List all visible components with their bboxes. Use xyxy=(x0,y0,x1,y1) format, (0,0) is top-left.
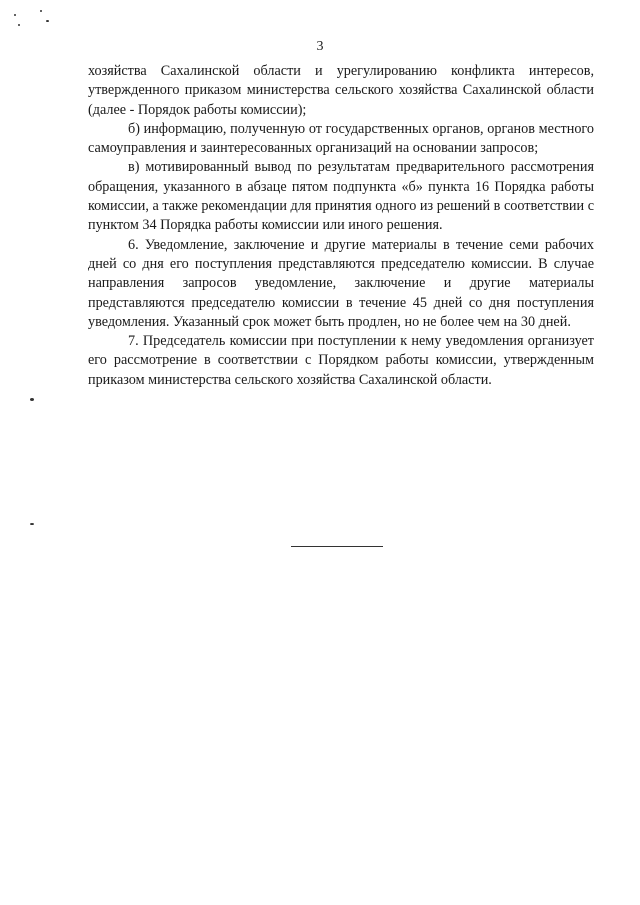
scan-speck xyxy=(46,20,49,22)
paragraph-item-v: в) мотивированный вывод по результатам предварительного рассмотрения обращения, указанного в абзаце пятом подпункта «б» пункта 16 Порядка работы комиссии, а также рекомендации для принятия одного из решений в соответствии с пунктом 34 Порядка работы комиссии или иного решения. xyxy=(88,159,594,234)
scan-speck xyxy=(30,398,34,401)
paragraph-point-7: 7. Председатель комиссии при поступлении к нему уведомления организует его рассмотрение в соответствии с Порядком работы комиссии, утвержденным приказом министерства сельского хозяйства Сахалинской области. xyxy=(88,333,594,388)
scan-speck xyxy=(40,10,42,12)
scan-speck xyxy=(18,24,20,26)
document-body xyxy=(88,62,594,390)
end-separator-line xyxy=(291,546,383,547)
scan-speck xyxy=(30,523,34,525)
paragraph-item-b: б) информацию, полученную от государственных органов, органов местного самоуправления и заинтересованных организаций на основании запросов; xyxy=(88,120,594,157)
page-number: 3 xyxy=(316,39,324,54)
scan-speck xyxy=(14,14,16,16)
paragraph-continuation: хозяйства Сахалинской области и урегулированию конфликта интересов, утвержденного приказом министерства сельского хозяйства Сахалинской области (далее - Порядок работы комиссии); xyxy=(88,63,594,118)
paragraph-point-6: 6. Уведомление, заключение и другие материалы в течение семи рабочих дней со дня его поступления представляются председателю комиссии. В случае направления запросов уведомление, заключение и другие материалы представляются председателю комиссии в течение 45 дней со дня поступления уведомления. Указанный срок может быть продлен, но не более чем на 30 дней. xyxy=(88,236,594,330)
